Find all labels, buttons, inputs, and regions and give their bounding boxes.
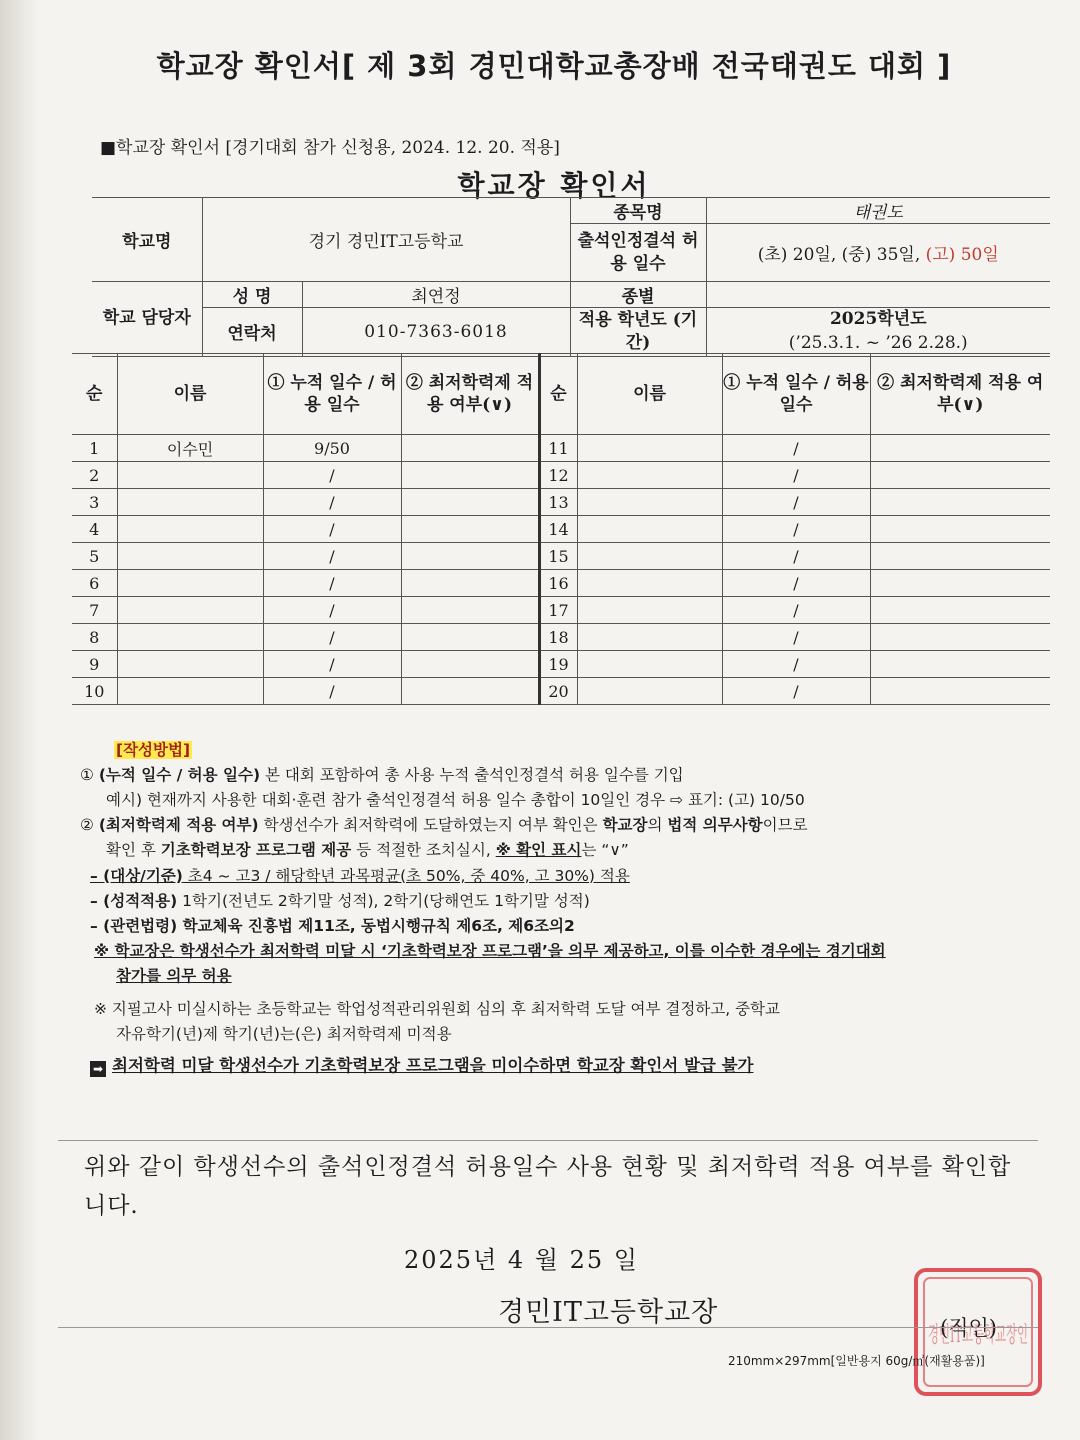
days-label: 출석인정결석 허용 일수 bbox=[570, 224, 706, 282]
row-name bbox=[577, 543, 722, 570]
row-no: 1 bbox=[72, 435, 117, 462]
table-row bbox=[72, 516, 1050, 543]
row-days: / bbox=[722, 543, 870, 570]
row-check bbox=[870, 597, 1050, 624]
row-days: / bbox=[263, 651, 401, 678]
note-2-b2: 법적 의무사항 bbox=[667, 816, 763, 835]
divider-bottom bbox=[58, 1327, 1038, 1328]
arrow-box-icon: ➡ bbox=[90, 1061, 106, 1077]
row-no: 4 bbox=[72, 516, 117, 543]
row-no: 5 bbox=[72, 543, 117, 570]
row-name bbox=[117, 651, 263, 678]
days-value bbox=[706, 224, 1050, 282]
row-days: / bbox=[722, 624, 870, 651]
row-no: 2 bbox=[72, 462, 117, 489]
type-label: 종별 bbox=[570, 282, 706, 308]
table-row bbox=[72, 543, 1050, 570]
col-days-2: ① 누적 일수 / 허용 일수 bbox=[722, 354, 870, 435]
type-value bbox=[706, 282, 1050, 308]
table-row bbox=[72, 570, 1050, 597]
row-no: 15 bbox=[539, 543, 577, 570]
row-check bbox=[401, 597, 539, 624]
row-no: 9 bbox=[72, 651, 117, 678]
row-check bbox=[870, 516, 1050, 543]
note-1-example: 예시) 현재까지 사용한 대회·훈련 참가 출석인정결석 허용 일수 총합이 10일인 경우 ⇨ 표기: (고) 10/50 bbox=[106, 791, 805, 810]
table-row bbox=[72, 678, 1050, 705]
col-days: ① 누적 일수 / 허용 일수 bbox=[263, 354, 401, 435]
row-days: / bbox=[263, 624, 401, 651]
days-value-main: (초) 20일, (중) 35일, bbox=[757, 245, 926, 265]
divider-top bbox=[58, 1140, 1038, 1141]
row-no: 20 bbox=[539, 678, 577, 705]
note-2-line2-b: 등 적절한 조치실시, bbox=[351, 841, 496, 860]
row-check bbox=[870, 462, 1050, 489]
row-no: 3 bbox=[72, 489, 117, 516]
note-grade bbox=[90, 889, 1060, 914]
row-days: / bbox=[722, 570, 870, 597]
row-check bbox=[401, 435, 539, 462]
row-check bbox=[401, 489, 539, 516]
warning-text: 최저학력 미달 학생선수가 기초학력보장 프로그램을 미이수하면 학교장 확인서 발급 불가 bbox=[112, 1056, 754, 1076]
instructions-section bbox=[80, 738, 1060, 1080]
note-1 bbox=[80, 763, 1060, 788]
row-check bbox=[401, 651, 539, 678]
principal-name: 경민IT고등학교장 bbox=[498, 1297, 719, 1328]
row-check bbox=[870, 570, 1050, 597]
note-grade-text: 1학기(전년도 2학기말 성적), 2학기(당해연도 1학기말 성적) bbox=[177, 891, 590, 910]
row-check bbox=[401, 570, 539, 597]
paper-spec: 210mm×297mm[일반용지 60g/㎡(재활용품)] bbox=[728, 1354, 985, 1368]
row-no: 17 bbox=[539, 597, 577, 624]
row-no: 6 bbox=[72, 570, 117, 597]
note-target bbox=[90, 864, 1060, 889]
row-name bbox=[577, 624, 722, 651]
confirmation-text: 위와 같이 학생선수의 출석인정결석 허용일수 사용 현황 및 최저학력 적용 여부를 확인합니다. bbox=[84, 1154, 1012, 1220]
issue-date: 2025년 4 월 25 일 bbox=[404, 1246, 639, 1274]
seal-text: 경민IT고등학교장인 bbox=[928, 1323, 1028, 1348]
document-title: 학교장 확인서[ 제 3회 경민대학교총장배 전국태권도 대회 ] bbox=[156, 49, 952, 83]
note-grade-bold: – (성적적용) bbox=[90, 891, 178, 910]
note-2-bold: (최저학력제 적용 여부) bbox=[98, 816, 259, 835]
row-check bbox=[870, 543, 1050, 570]
row-name bbox=[117, 597, 263, 624]
row-check bbox=[870, 678, 1050, 705]
school-value: 경기 경민IT고등학교 bbox=[202, 198, 570, 282]
row-name bbox=[117, 462, 263, 489]
row-no: 10 bbox=[72, 678, 117, 705]
note-2 bbox=[80, 813, 1060, 838]
col-check: ② 최저학력제 적용 여부(∨) bbox=[401, 354, 539, 435]
row-name bbox=[117, 489, 263, 516]
note-2-text-c: 이므로 bbox=[762, 816, 808, 835]
note-2-b1: 학교장 bbox=[602, 816, 648, 835]
year-value: 2025학년도 bbox=[829, 309, 927, 329]
row-check bbox=[870, 489, 1050, 516]
col-no-2: 순 bbox=[539, 354, 577, 435]
note-2-line2-a: 확인 후 bbox=[106, 841, 161, 860]
row-name bbox=[577, 462, 722, 489]
row-days: / bbox=[263, 570, 401, 597]
row-no: 13 bbox=[539, 489, 577, 516]
table-row bbox=[72, 462, 1050, 489]
event-value: 태권도 bbox=[706, 198, 1050, 224]
form-header: ■학교장 확인서 [경기대회 참가 신청용, 2024. 12. 20. 적용] bbox=[100, 138, 560, 158]
row-check bbox=[401, 678, 539, 705]
days-value-high: (고) 50일 bbox=[925, 245, 999, 265]
row-days: / bbox=[722, 516, 870, 543]
col-name-2: 이름 bbox=[577, 354, 722, 435]
row-days: / bbox=[722, 462, 870, 489]
row-name bbox=[577, 570, 722, 597]
row-days: / bbox=[263, 516, 401, 543]
row-days: / bbox=[263, 489, 401, 516]
note-law-text: 학교체육 진흥법 제11조, 동법시행규칙 제6조, 제6조의2 bbox=[177, 916, 575, 935]
note-2-line2 bbox=[106, 838, 1060, 863]
row-no: 12 bbox=[539, 462, 577, 489]
contact-label: 연락처 bbox=[202, 308, 302, 357]
row-days: / bbox=[722, 489, 870, 516]
contact-value: 010-7363-6018 bbox=[302, 308, 570, 357]
row-check bbox=[870, 651, 1050, 678]
instructions-title: [작성방법] bbox=[116, 741, 191, 759]
event-label: 종목명 bbox=[570, 198, 706, 224]
note-mandatory-b: 참가를 의무 허용 bbox=[116, 966, 232, 985]
note-2-text-b: 의 bbox=[647, 816, 668, 835]
row-name bbox=[577, 516, 722, 543]
row-name bbox=[577, 489, 722, 516]
table-row bbox=[72, 651, 1050, 678]
table-row bbox=[72, 489, 1050, 516]
row-no: 8 bbox=[72, 624, 117, 651]
table-row bbox=[72, 624, 1050, 651]
table-row bbox=[72, 435, 1050, 462]
seal-label: (직인) bbox=[940, 1316, 997, 1340]
row-days: / bbox=[722, 435, 870, 462]
row-name bbox=[117, 624, 263, 651]
row-days: / bbox=[263, 543, 401, 570]
row-no: 16 bbox=[539, 570, 577, 597]
col-check-2: ② 최저학력제 적용 여부(∨) bbox=[870, 354, 1050, 435]
note-1-bold: (누적 일수 / 허용 일수) bbox=[98, 766, 261, 785]
col-name: 이름 bbox=[117, 354, 263, 435]
year-label: 적용 학년도 (기간) bbox=[570, 308, 706, 357]
row-days: / bbox=[263, 462, 401, 489]
row-days: / bbox=[722, 597, 870, 624]
table-row bbox=[72, 597, 1050, 624]
form-title: 학교장 확인서 bbox=[457, 169, 651, 202]
document-page bbox=[28, 0, 1080, 1440]
row-check bbox=[401, 462, 539, 489]
school-label: 학교명 bbox=[92, 198, 202, 282]
note-exam-a: ※ 지필고사 미실시하는 초등학교는 학업성적관리위원회 심의 후 최저학력 도달 여부 결정하고, 중학교 bbox=[94, 1000, 781, 1019]
note-target-bold: – (대상/기준) bbox=[90, 866, 183, 885]
note-law-bold: – (관련법령) bbox=[90, 916, 178, 935]
officer-label: 학교 담당자 bbox=[92, 282, 202, 357]
row-no: 11 bbox=[539, 435, 577, 462]
row-name bbox=[577, 651, 722, 678]
row-days: / bbox=[263, 678, 401, 705]
row-no: 14 bbox=[539, 516, 577, 543]
note-1-mark: ① bbox=[80, 766, 94, 785]
row-no: 18 bbox=[539, 624, 577, 651]
note-1-text: 본 대회 포함하여 총 사용 누적 출석인정결석 허용 일수를 기입 bbox=[260, 766, 684, 785]
warning-line bbox=[90, 1053, 1060, 1080]
row-check bbox=[401, 543, 539, 570]
name-value: 최연정 bbox=[302, 282, 570, 308]
row-check bbox=[870, 624, 1050, 651]
info-table bbox=[92, 197, 1050, 357]
row-no: 19 bbox=[539, 651, 577, 678]
row-check bbox=[870, 435, 1050, 462]
year-period: (’25.3.1. ~ ’26 2.28.) bbox=[788, 332, 968, 353]
row-days: / bbox=[722, 678, 870, 705]
roster-table bbox=[72, 353, 1050, 705]
row-name bbox=[577, 597, 722, 624]
row-name bbox=[117, 516, 263, 543]
note-exam-b: 자유학기(년)제 학기(년)는(은) 최저학력제 미적용 bbox=[116, 1025, 452, 1044]
col-no: 순 bbox=[72, 354, 117, 435]
row-no: 7 bbox=[72, 597, 117, 624]
note-law bbox=[90, 914, 1060, 939]
row-days: 9/50 bbox=[263, 435, 401, 462]
row-name bbox=[577, 678, 722, 705]
row-days: / bbox=[722, 651, 870, 678]
note-2-b4: ※ 확인 표시 bbox=[495, 841, 582, 860]
name-label: 성 명 bbox=[202, 282, 302, 308]
row-name bbox=[117, 543, 263, 570]
row-check bbox=[401, 624, 539, 651]
row-check bbox=[401, 516, 539, 543]
row-name bbox=[117, 570, 263, 597]
note-mandatory-a: ※ 학교장은 학생선수가 최저학력 미달 시 ‘기초학력보장 프로그램’을 의무 제공하고, 이를 이수한 경우에는 경기대회 bbox=[94, 941, 886, 960]
row-name bbox=[577, 435, 722, 462]
note-2-b3: 기초학력보장 프로그램 제공 bbox=[160, 841, 352, 860]
note-target-text: 초4 ~ 고3 / 해당학년 과목평균(초 50%, 중 40%, 고 30%) 적용 bbox=[182, 866, 630, 885]
note-2-line2-c: 는 “∨” bbox=[581, 841, 629, 860]
year-value-cell bbox=[706, 308, 1050, 357]
row-days: / bbox=[263, 597, 401, 624]
row-name bbox=[117, 678, 263, 705]
row-name: 이수민 bbox=[117, 435, 263, 462]
note-2-text-a: 학생선수가 최저학력에 도달하였는지 여부 확인은 bbox=[258, 816, 603, 835]
note-2-mark: ② bbox=[80, 816, 94, 835]
